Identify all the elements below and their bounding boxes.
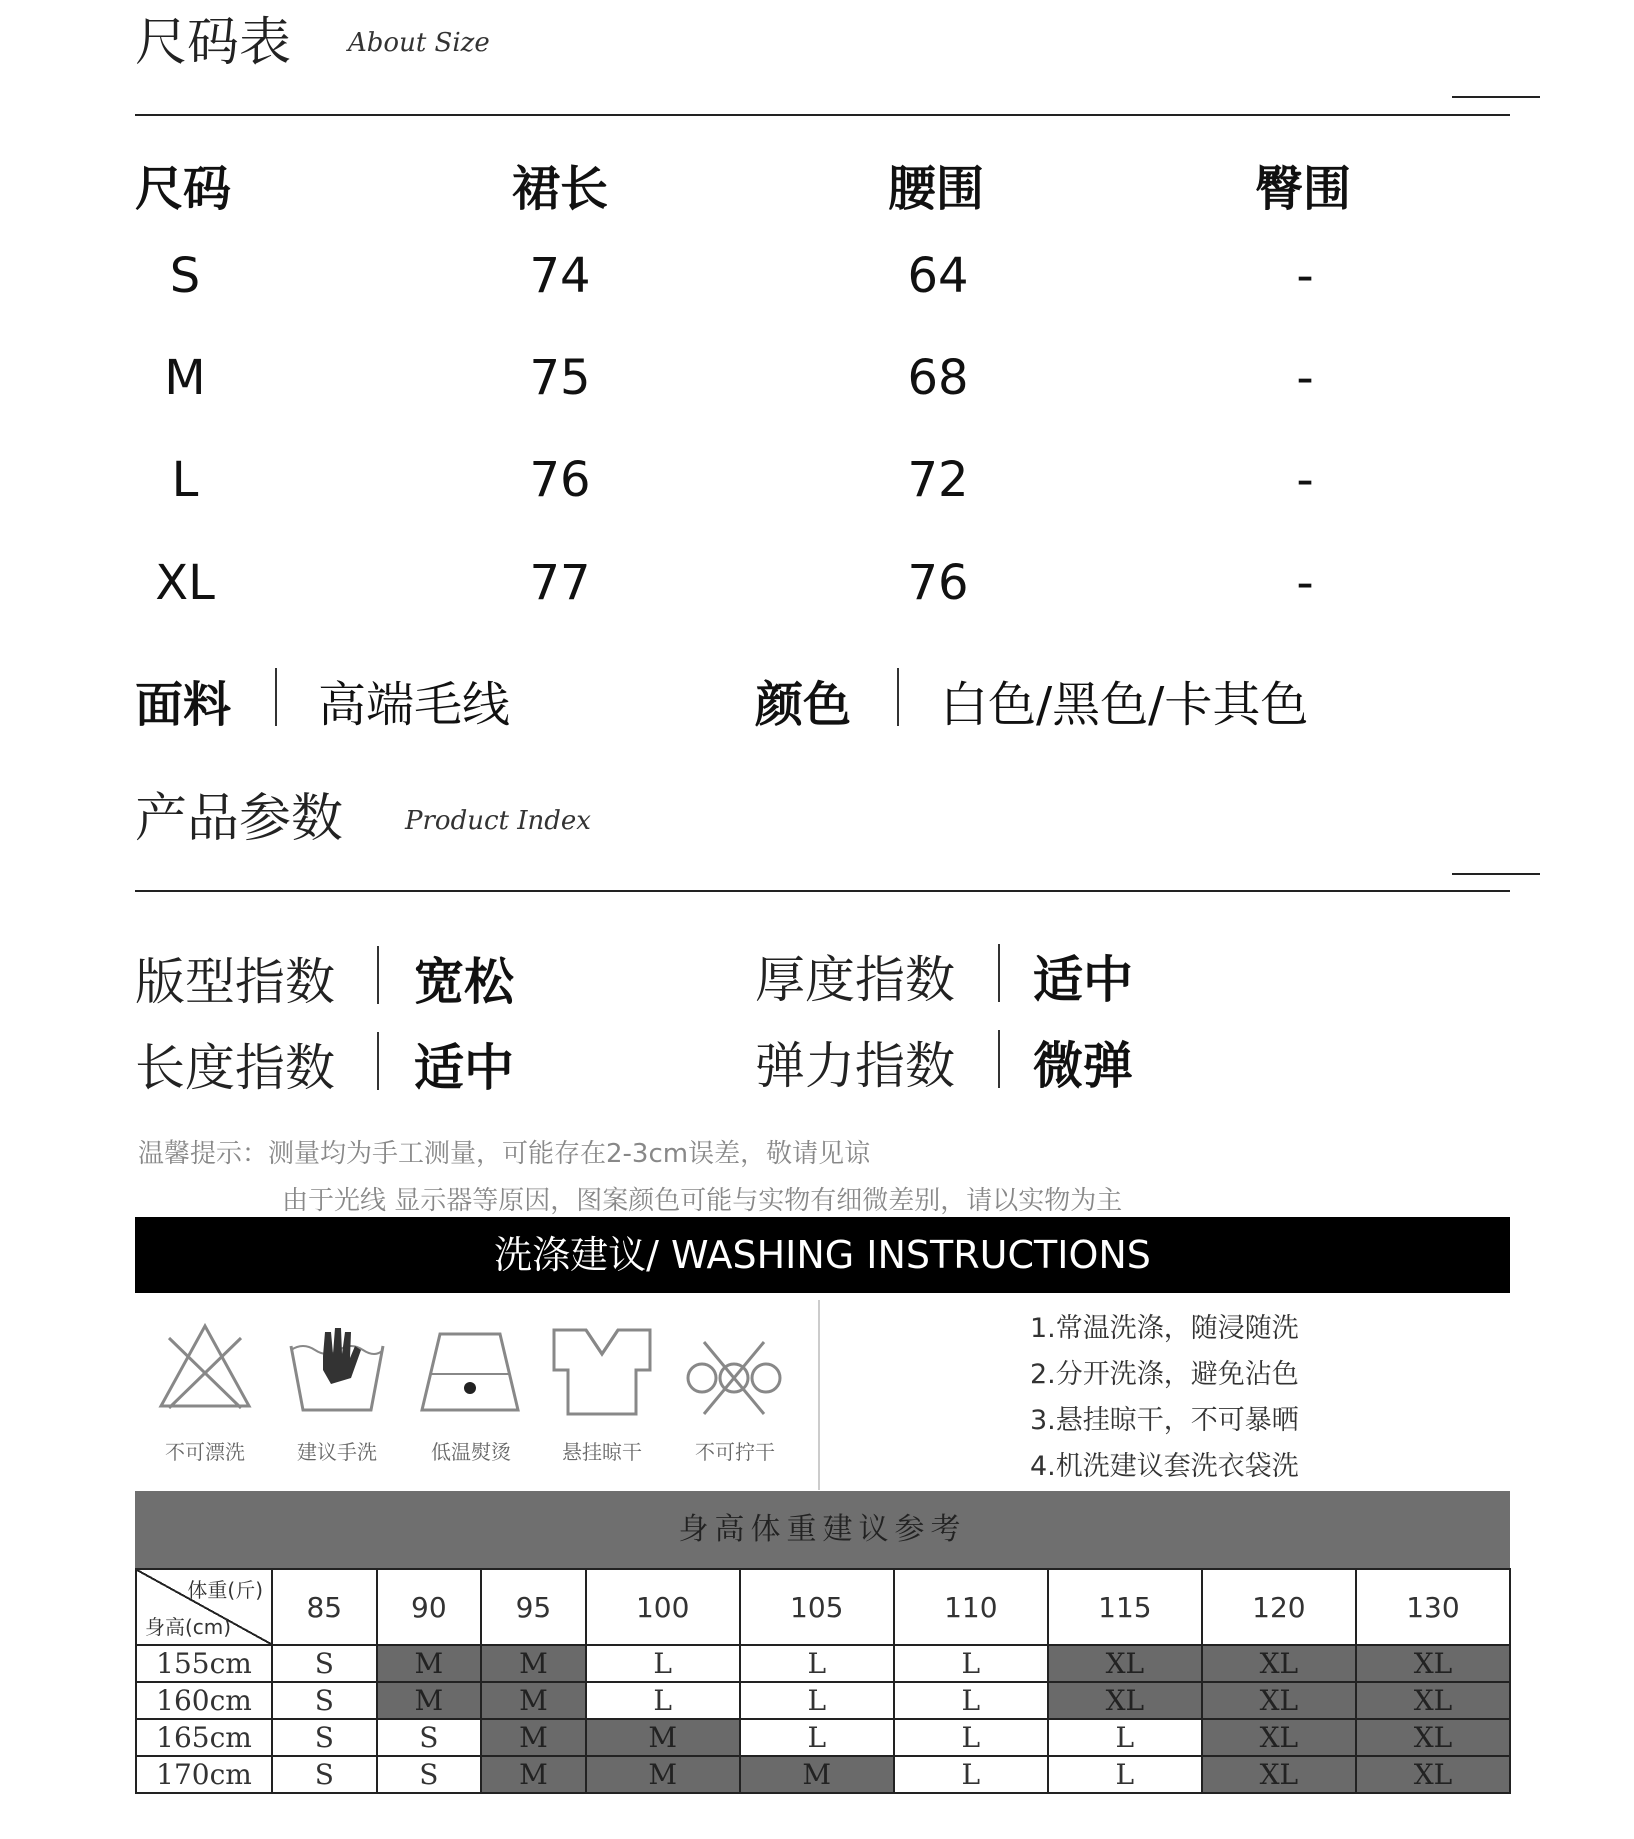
divider-bar bbox=[897, 668, 899, 726]
icon-label: 不可漂洗 bbox=[165, 1440, 245, 1464]
size-recommendation-cell: XL bbox=[1048, 1645, 1202, 1682]
size-cell: M bbox=[164, 350, 206, 406]
size-recommendation-cell: L bbox=[586, 1645, 740, 1682]
table-row bbox=[136, 1719, 1510, 1756]
hip-cell: - bbox=[1296, 350, 1314, 406]
length-cell: 76 bbox=[529, 452, 591, 508]
table-row bbox=[136, 1645, 1510, 1682]
divider-bar bbox=[998, 944, 1000, 1002]
hand-wash-icon bbox=[287, 1326, 387, 1420]
size-recommendation-cell: M bbox=[377, 1645, 482, 1682]
size-recommendation-cell: M bbox=[377, 1682, 482, 1719]
table-row bbox=[136, 1756, 1510, 1793]
waist-cell: 76 bbox=[907, 555, 969, 611]
length-cell: 75 bbox=[529, 350, 591, 406]
hip-cell: - bbox=[1296, 248, 1314, 304]
washing-divider bbox=[818, 1300, 820, 1490]
size-recommendation-cell: L bbox=[894, 1756, 1048, 1793]
weight-header-cell: 115 bbox=[1048, 1569, 1202, 1645]
size-recommendation-cell: L bbox=[586, 1682, 740, 1719]
size-section-subtitle: About Size bbox=[348, 28, 490, 58]
reference-title-bar: 身高体重建议参考 bbox=[135, 1491, 1510, 1568]
size-recommendation-cell: L bbox=[894, 1682, 1048, 1719]
header-length: 裙长 bbox=[512, 161, 609, 217]
icon-label: 低温熨烫 bbox=[431, 1440, 511, 1464]
no-bleach-icon bbox=[155, 1320, 255, 1419]
size-recommendation-cell: XL bbox=[1356, 1756, 1510, 1793]
height-weight-table bbox=[135, 1568, 1511, 1794]
fabric-value: 高端毛线 bbox=[318, 677, 511, 733]
length-cell: 77 bbox=[529, 555, 591, 611]
table-header-row bbox=[136, 1569, 1510, 1645]
height-cell: 165cm bbox=[136, 1719, 272, 1756]
thickness-index-value: 适中 bbox=[1033, 951, 1133, 1009]
hip-cell: - bbox=[1296, 555, 1314, 611]
hip-cell: - bbox=[1296, 452, 1314, 508]
header-size: 尺码 bbox=[135, 161, 232, 217]
size-recommendation-cell: XL bbox=[1356, 1645, 1510, 1682]
height-cell: 155cm bbox=[136, 1645, 272, 1682]
size-recommendation-cell: L bbox=[1048, 1719, 1202, 1756]
height-cell: 160cm bbox=[136, 1682, 272, 1719]
size-recommendation-cell: XL bbox=[1048, 1682, 1202, 1719]
corner-height-label: 身高(cm) bbox=[145, 1615, 232, 1639]
waist-cell: 72 bbox=[907, 452, 969, 508]
weight-header-cell: 90 bbox=[377, 1569, 482, 1645]
weight-header-cell: 95 bbox=[481, 1569, 586, 1645]
size-recommendation-cell: S bbox=[272, 1682, 377, 1719]
color-label: 颜色 bbox=[755, 677, 852, 733]
waist-cell: 64 bbox=[907, 248, 969, 304]
size-recommendation-cell: M bbox=[481, 1682, 586, 1719]
size-recommendation-cell: M bbox=[586, 1719, 740, 1756]
height-cell: 170cm bbox=[136, 1756, 272, 1793]
tip-line-2: 由于光线 显示器等原因，图案颜色可能与实物有细微差别，请以实物为主 bbox=[282, 1186, 1123, 1216]
size-section-title: 尺码表 bbox=[135, 13, 292, 73]
weight-header-cell: 85 bbox=[272, 1569, 377, 1645]
size-recommendation-cell: L bbox=[894, 1645, 1048, 1682]
section-divider bbox=[135, 890, 1510, 892]
size-recommendation-cell: L bbox=[740, 1719, 894, 1756]
size-cell: L bbox=[171, 452, 199, 508]
icon-label: 建议手洗 bbox=[297, 1440, 377, 1464]
thickness-index-label: 厚度指数 bbox=[755, 951, 955, 1009]
size-cell: XL bbox=[155, 555, 215, 611]
icon-label: 不可拧干 bbox=[695, 1440, 775, 1464]
header-waist: 腰围 bbox=[888, 161, 985, 217]
fit-index-label: 版型指数 bbox=[135, 953, 335, 1011]
size-recommendation-cell: XL bbox=[1356, 1719, 1510, 1756]
title-accent-rule bbox=[1452, 96, 1540, 98]
size-recommendation-cell: L bbox=[894, 1719, 1048, 1756]
size-recommendation-cell: S bbox=[377, 1756, 482, 1793]
length-index-value: 适中 bbox=[414, 1039, 514, 1097]
color-value: 白色/黑色/卡其色 bbox=[940, 677, 1309, 733]
table-row bbox=[136, 1682, 1510, 1719]
fit-index-value: 宽松 bbox=[414, 953, 514, 1011]
icon-label: 悬挂晾干 bbox=[562, 1440, 642, 1464]
length-index-label: 长度指数 bbox=[135, 1039, 335, 1097]
waist-cell: 68 bbox=[907, 350, 969, 406]
size-recommendation-cell: M bbox=[586, 1756, 740, 1793]
section-divider bbox=[135, 114, 1510, 116]
weight-header-cell: 110 bbox=[894, 1569, 1048, 1645]
size-recommendation-cell: M bbox=[740, 1756, 894, 1793]
size-recommendation-cell: L bbox=[1048, 1756, 1202, 1793]
size-cell: S bbox=[169, 248, 201, 304]
divider-bar bbox=[377, 946, 379, 1004]
wash-instruction: 3.悬挂晾干，不可暴晒 bbox=[1030, 1405, 1299, 1436]
wash-instruction: 1.常温洗涤，随浸随洗 bbox=[1030, 1313, 1299, 1344]
divider-bar bbox=[377, 1032, 379, 1090]
weight-header-cell: 120 bbox=[1202, 1569, 1356, 1645]
elasticity-index-value: 微弹 bbox=[1033, 1037, 1133, 1095]
washing-title-bar: 洗涤建议/ WASHING INSTRUCTIONS bbox=[135, 1217, 1510, 1293]
size-recommendation-cell: XL bbox=[1202, 1719, 1356, 1756]
hang-dry-icon bbox=[550, 1326, 654, 1422]
size-recommendation-cell: XL bbox=[1202, 1645, 1356, 1682]
size-recommendation-cell: S bbox=[377, 1719, 482, 1756]
size-recommendation-cell: S bbox=[272, 1719, 377, 1756]
divider-bar bbox=[998, 1030, 1000, 1088]
weight-header-cell: 105 bbox=[740, 1569, 894, 1645]
param-section-subtitle: Product Index bbox=[405, 806, 591, 836]
size-recommendation-cell: L bbox=[740, 1682, 894, 1719]
weight-header-cell: 100 bbox=[586, 1569, 740, 1645]
size-recommendation-cell: XL bbox=[1202, 1682, 1356, 1719]
no-wring-icon bbox=[684, 1336, 784, 1424]
wash-instruction: 4.机洗建议套洗衣袋洗 bbox=[1030, 1451, 1299, 1482]
param-section-title: 产品参数 bbox=[135, 789, 344, 849]
length-cell: 74 bbox=[529, 248, 591, 304]
fabric-label: 面料 bbox=[135, 677, 232, 733]
low-iron-icon bbox=[418, 1330, 522, 1420]
tip-line-1: 温馨提示：测量均为手工测量，可能存在2-3cm误差，敬请见谅 bbox=[138, 1139, 871, 1169]
size-recommendation-cell: XL bbox=[1202, 1756, 1356, 1793]
wash-instruction: 2.分开洗涤，避免沾色 bbox=[1030, 1359, 1299, 1390]
corner-weight-label: 体重(斤) bbox=[187, 1578, 263, 1602]
size-recommendation-cell: S bbox=[272, 1645, 377, 1682]
corner-cell bbox=[136, 1569, 272, 1645]
title-accent-rule bbox=[1452, 873, 1540, 875]
size-recommendation-cell: M bbox=[481, 1645, 586, 1682]
header-hip: 臀围 bbox=[1255, 161, 1352, 217]
weight-header-cell: 130 bbox=[1356, 1569, 1510, 1645]
size-recommendation-cell: XL bbox=[1356, 1682, 1510, 1719]
divider-bar bbox=[275, 668, 277, 726]
elasticity-index-label: 弹力指数 bbox=[755, 1037, 955, 1095]
size-recommendation-cell: L bbox=[740, 1645, 894, 1682]
size-recommendation-cell: S bbox=[272, 1756, 377, 1793]
size-recommendation-cell: M bbox=[481, 1756, 586, 1793]
size-recommendation-cell: M bbox=[481, 1719, 586, 1756]
